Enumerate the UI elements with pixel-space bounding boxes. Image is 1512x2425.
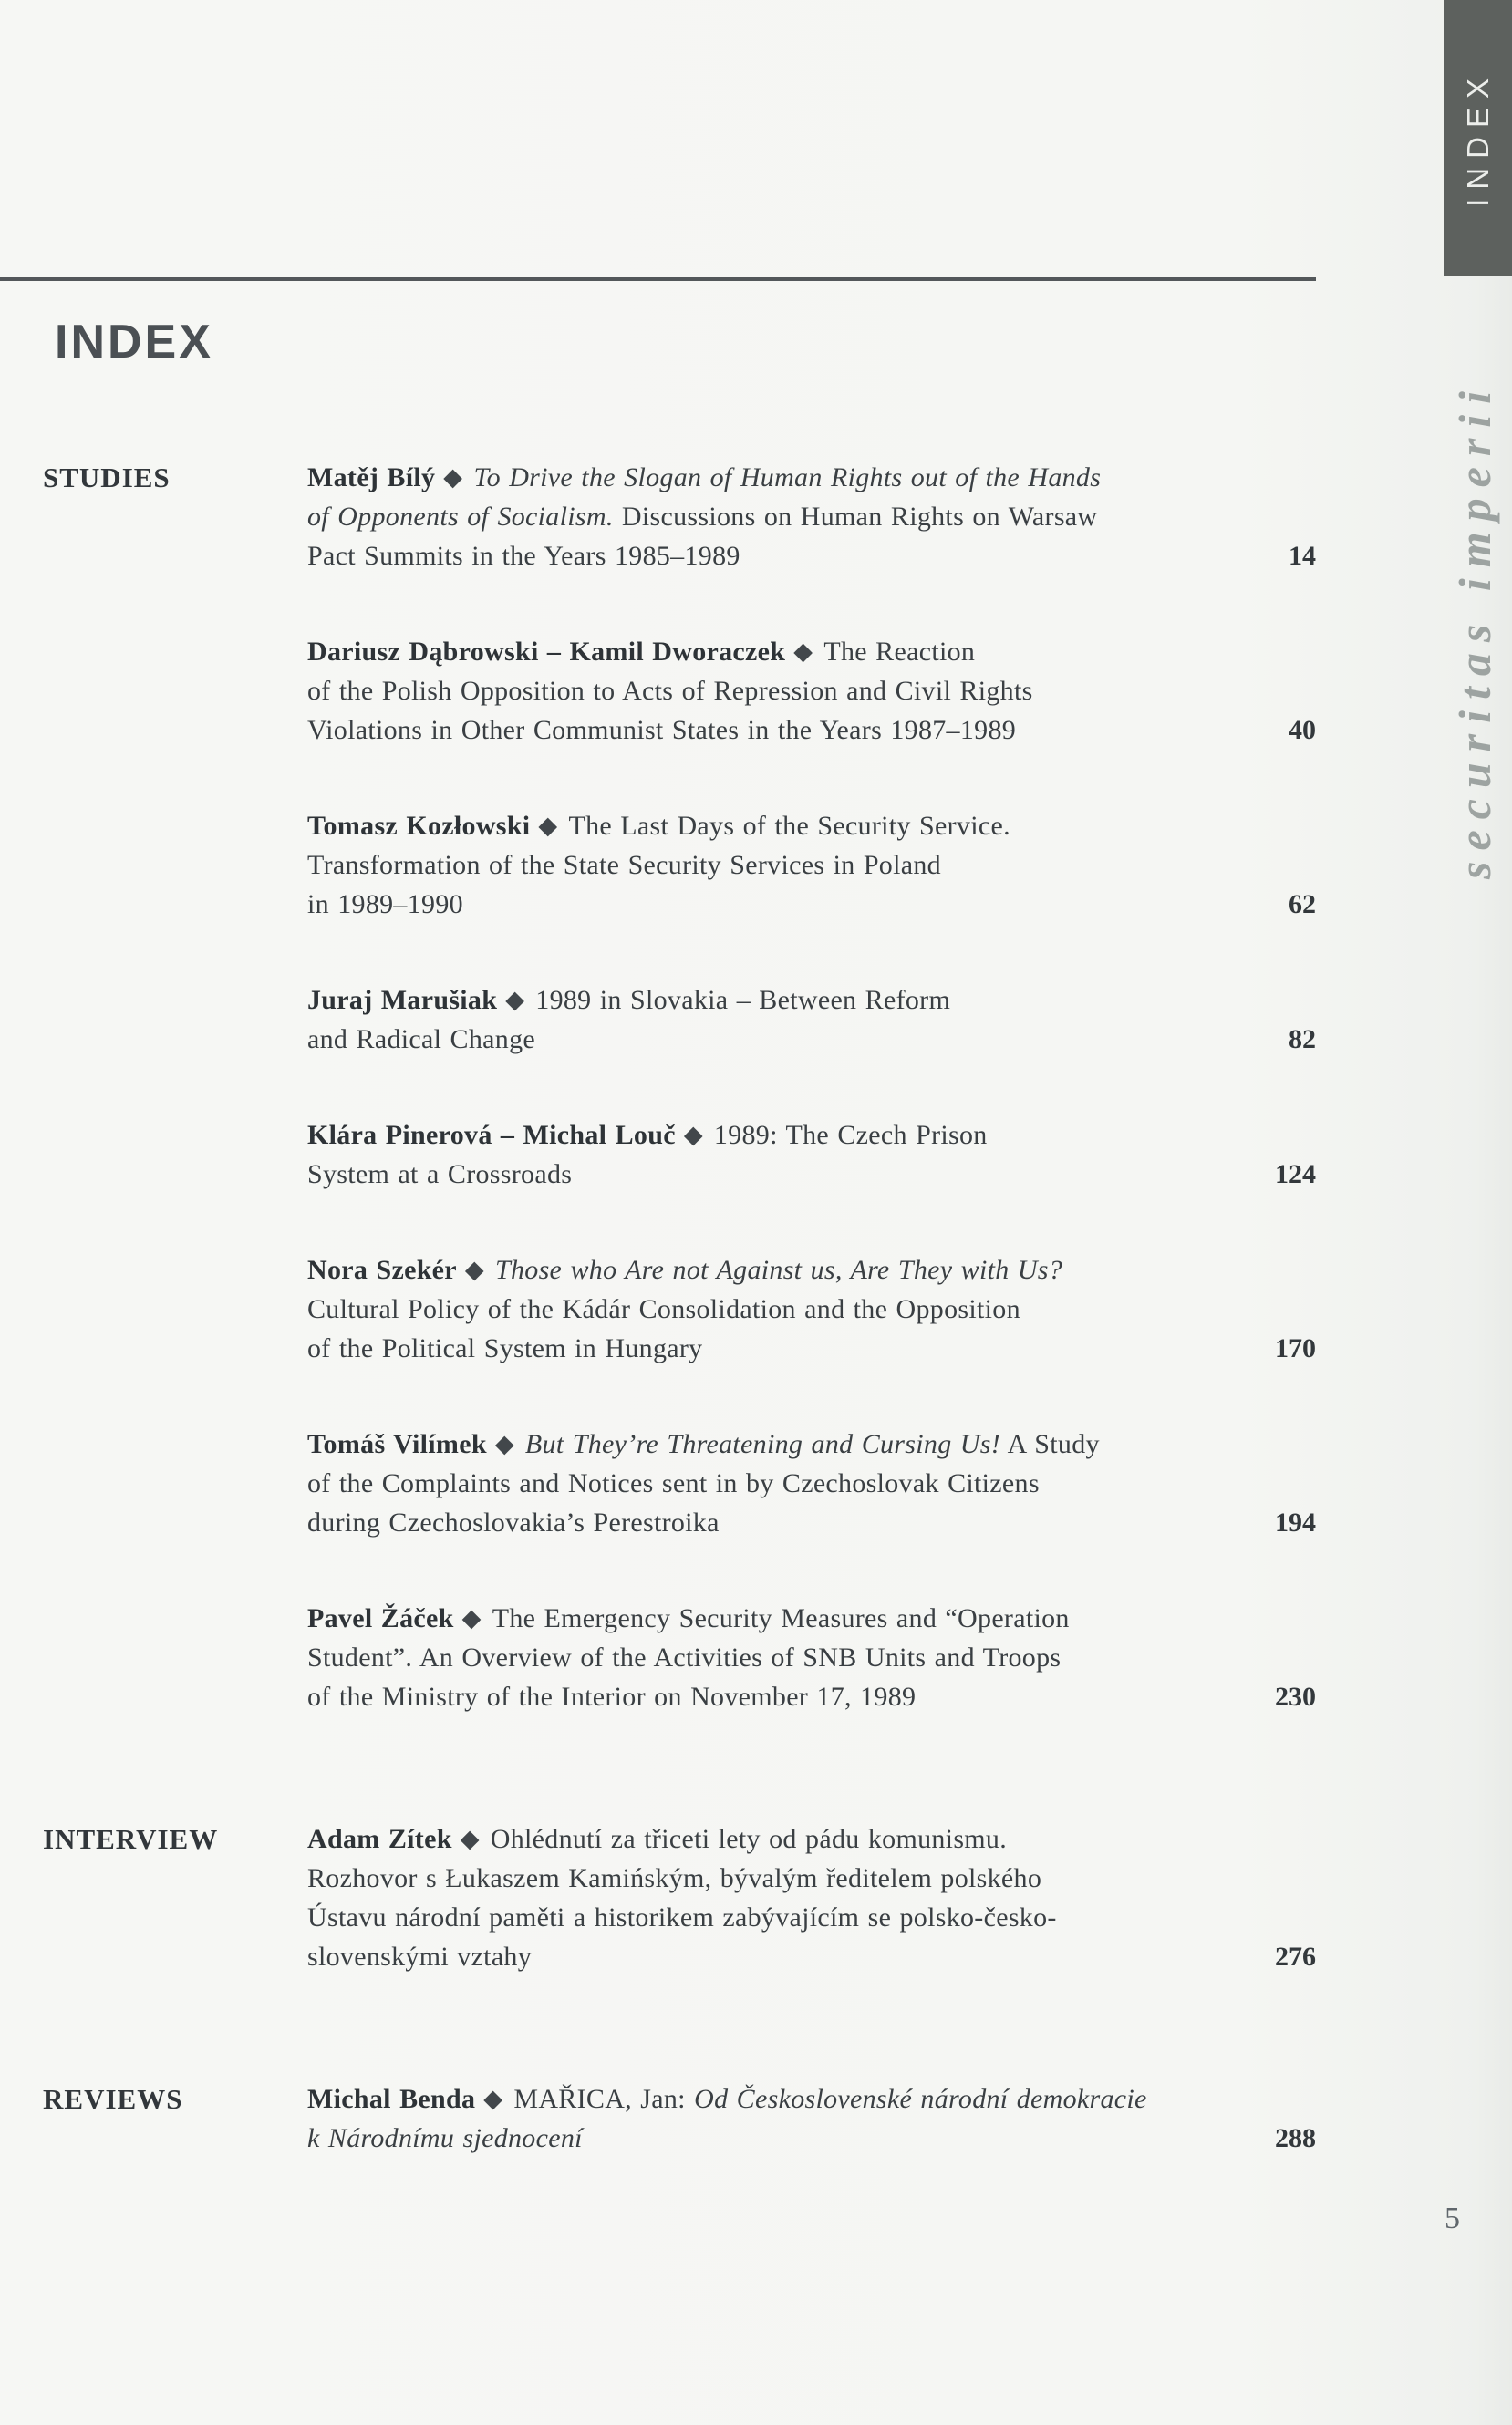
entry-line <box>307 845 1316 885</box>
entry-line <box>307 1599 1316 1638</box>
entry-page-number: 288 <box>1275 2123 1316 2153</box>
entry-title-text: of the Polish Opposition to Acts of Repression and Civil Rights <box>307 676 1033 706</box>
entry-title-text: The Last Days of the Security Service. <box>568 811 1010 841</box>
entry-author-text: Michal Benda <box>307 2084 476 2114</box>
toc-entry <box>307 2079 1316 2158</box>
entry-line <box>307 458 1316 497</box>
entry-title-text: of the Complaints and Notices sent in by Czechoslovak Citizens <box>307 1468 1040 1498</box>
entry-title-text: 1989 in Slovakia – Between Reform <box>535 985 951 1015</box>
entry-line <box>307 497 1316 536</box>
toc-entry <box>307 458 1316 575</box>
entry-author-text: Matěj Bílý <box>307 462 436 492</box>
entry-author-text: Tomáš Vilímek <box>307 1429 487 1459</box>
entry-title-text: A Study <box>1000 1429 1100 1459</box>
entry-title-text: of the Political System in Hungary <box>307 1333 703 1363</box>
entry-line <box>307 1677 1316 1716</box>
entry-author-text: Adam Zítek <box>307 1824 452 1854</box>
entry-line <box>307 806 1316 845</box>
toc-entry <box>307 1250 1316 1368</box>
header-rule <box>0 277 1316 281</box>
entry-line <box>307 1290 1316 1329</box>
entry-page-number: 124 <box>1275 1159 1316 1189</box>
toc-section-reviews <box>0 2079 1316 2214</box>
entry-title-text: Pact Summits in the Years 1985–1989 <box>307 541 740 571</box>
entry-title-text: MAŘICA, Jan: <box>513 2084 695 2114</box>
entry-author-text: Juraj Marušiak <box>307 985 498 1015</box>
entry-line <box>307 1329 1316 1368</box>
entry-title-text: Cultural Policy of the Kádár Consolidation and the Opposition <box>307 1294 1020 1324</box>
toc-entry <box>307 1599 1316 1716</box>
entry-page-number: 40 <box>1289 715 1316 745</box>
entry-line <box>307 1638 1316 1677</box>
entry-title-text: 1989: The Czech Prison <box>713 1120 988 1150</box>
entry-title-text: The Reaction <box>823 637 976 667</box>
entry-line <box>307 1819 1316 1859</box>
entry-line <box>307 1115 1316 1155</box>
toc-entry <box>307 1425 1316 1542</box>
index-side-tab <box>1444 0 1512 276</box>
toc-entry <box>307 1115 1316 1194</box>
entry-title-italic-text: To Drive the Slogan of Human Rights out of the Hands <box>473 462 1102 492</box>
toc-section-interview <box>0 1819 1316 2033</box>
entry-title-italic-text: of Opponents of Socialism. <box>307 502 614 532</box>
entry-title-italic-text: But They’re Threatening and Cursing Us! <box>524 1429 1001 1459</box>
diamond-icon: ◆ <box>443 463 463 492</box>
entry-line <box>307 632 1316 671</box>
entry-line <box>307 1898 1316 1937</box>
diamond-icon: ◆ <box>505 986 525 1014</box>
entry-author-text: Nora Szekér <box>307 1255 457 1285</box>
toc-section-studies <box>0 458 1316 1773</box>
entry-line <box>307 1250 1316 1290</box>
entry-line <box>307 1859 1316 1898</box>
entry-line <box>307 1425 1316 1464</box>
entry-line <box>307 671 1316 710</box>
entry-author-text: Klára Pinerová – Michal Louč <box>307 1120 676 1150</box>
entry-title-text: Violations in Other Communist States in the Years 1987–1989 <box>307 715 1017 745</box>
entry-line <box>307 1937 1316 1976</box>
entry-line <box>307 710 1316 750</box>
entry-title-text: The Emergency Security Measures and “Operation <box>492 1603 1070 1633</box>
entry-line <box>307 2079 1316 2119</box>
entry-line <box>307 536 1316 575</box>
toc-entry <box>307 1819 1316 1976</box>
diamond-icon: ◆ <box>483 2085 503 2113</box>
entry-line <box>307 2119 1316 2158</box>
entry-page-number: 230 <box>1275 1682 1316 1712</box>
page-title: INDEX <box>55 316 213 368</box>
entry-title-text: Rozhovor s Łukaszem Kamińským, bývalým ředitelem polského <box>307 1863 1042 1893</box>
toc-entry <box>307 980 1316 1059</box>
page-number: 5 <box>1445 2202 1460 2235</box>
entry-page-number: 62 <box>1289 889 1316 919</box>
entry-line <box>307 885 1316 924</box>
entry-page-number: 276 <box>1275 1942 1316 1972</box>
entry-title-text: Ústavu národní paměti a historikem zabývajícím se polsko-česko- <box>307 1902 1057 1933</box>
entry-line <box>307 1020 1316 1059</box>
diamond-icon: ◆ <box>793 637 813 666</box>
entry-title-text: in 1989–1990 <box>307 889 463 919</box>
entry-page-number: 194 <box>1275 1508 1316 1538</box>
entry-page-number: 14 <box>1289 541 1316 571</box>
table-of-contents <box>0 458 1316 2214</box>
entry-line <box>307 1155 1316 1194</box>
entry-author-text: Tomasz Kozłowski <box>307 811 531 841</box>
entry-title-text: System at a Crossroads <box>307 1159 573 1189</box>
entry-title-text: slovenskými vztahy <box>307 1942 533 1972</box>
section-entries <box>307 458 1316 1773</box>
entry-author-text: Dariusz Dąbrowski – Kamil Dworaczek <box>307 637 786 667</box>
entry-title-text: and Radical Change <box>307 1024 535 1054</box>
diamond-icon: ◆ <box>464 1256 484 1284</box>
entry-page-number: 170 <box>1275 1333 1316 1363</box>
entry-title-text: of the Ministry of the Interior on November 17, 1989 <box>307 1682 917 1712</box>
diamond-icon: ◆ <box>683 1121 703 1149</box>
entry-title-italic-text: Od Československé národní demokracie <box>694 2084 1147 2114</box>
entry-author-text: Pavel Žáček <box>307 1603 454 1633</box>
diamond-icon: ◆ <box>461 1604 482 1632</box>
entry-title-italic-text: Those who Are not Against us, Are They with Us? <box>495 1255 1063 1285</box>
entry-line <box>307 1503 1316 1542</box>
toc-entry <box>307 632 1316 750</box>
diamond-icon: ◆ <box>538 812 558 840</box>
section-label: STUDIES <box>43 461 171 493</box>
section-entries <box>307 2079 1316 2214</box>
entry-title-text: Discussions on Human Rights on Warsaw <box>613 502 1098 532</box>
entry-line <box>307 980 1316 1020</box>
entry-title-text: Student”. An Overview of the Activities of SNB Units and Troops <box>307 1643 1062 1673</box>
section-entries <box>307 1819 1316 2033</box>
diamond-icon: ◆ <box>494 1430 514 1458</box>
entry-title-text: Ohlédnutí za třiceti lety od pádu komunismu. <box>490 1824 1008 1854</box>
section-label: REVIEWS <box>43 2083 183 2115</box>
entry-title-text: during Czechoslovakia’s Perestroika <box>307 1508 720 1538</box>
entry-title-italic-text: k Národnímu sjednocení <box>307 2123 583 2153</box>
entry-page-number: 82 <box>1289 1024 1316 1054</box>
entry-title-text: Transformation of the State Security Services in Poland <box>307 850 941 880</box>
index-tab-label: INDEX <box>1460 69 1495 207</box>
toc-entry <box>307 806 1316 924</box>
entry-line <box>307 1464 1316 1503</box>
section-label: INTERVIEW <box>43 1823 219 1855</box>
diamond-icon: ◆ <box>460 1825 480 1853</box>
journal-title-vertical: securitas imperii <box>1449 379 1500 879</box>
